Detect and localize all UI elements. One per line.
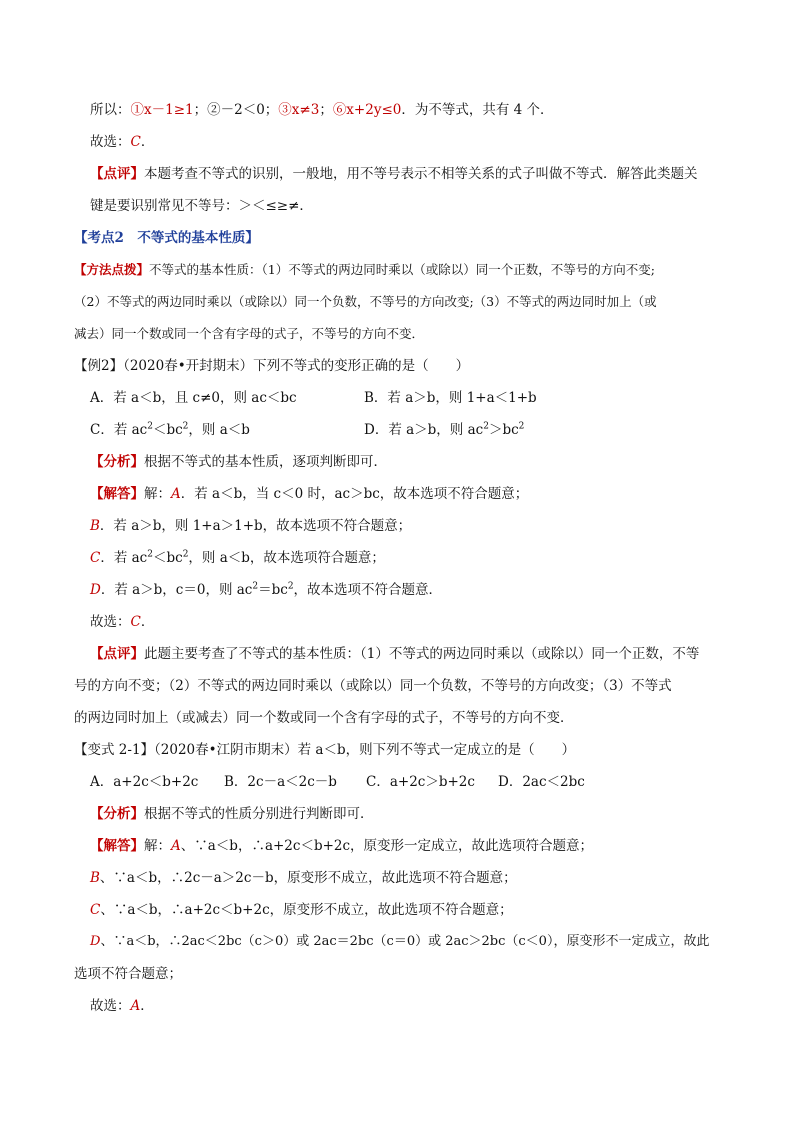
option-letter: C (90, 902, 101, 918)
solution-tag: 【解答】 (90, 838, 144, 854)
text: 【例2】（2020春•开封期末）下列不等式的变形正确的是（ ） (74, 358, 470, 374)
variant-question (74, 740, 575, 760)
text: 根据不等式的基本性质，逐项判断即可． (144, 454, 387, 470)
solution-line (90, 516, 411, 536)
section-title: 【考点2 不等式的基本性质】 (74, 230, 259, 246)
option-d: D．若 a＞b，则 $ac^2>bc^2$ (364, 421, 525, 438)
comment-line (74, 676, 672, 696)
option-row (90, 772, 198, 792)
option-letter: B (90, 870, 100, 886)
option-row (224, 772, 337, 792)
option-row (366, 772, 475, 792)
text: ．若 a＜b，当 c＜0 时，ac＞bc，故本选项不符合题意； (180, 486, 529, 502)
answer-label: 故选： (90, 614, 131, 630)
answer-line (90, 612, 154, 632)
method-tip-tag: 【方法点拨】 (74, 262, 150, 277)
text: 的两边同时加上（或减去）同一个数或同一个含有字母的式子，不等号的方向不变． (74, 710, 574, 726)
example-question (74, 356, 469, 376)
circled-item-1: ①x－1≥1 (130, 102, 194, 118)
answer-label: 故选： (90, 998, 131, 1014)
comment-tag: 【点评】 (90, 646, 144, 662)
option-letter: D (90, 582, 101, 598)
comment-line (90, 196, 313, 216)
solution-line (74, 964, 182, 984)
text: 此题主要考查了不等式的基本性质：（1）不等式的两边同时乘以（或除以）同一个正数，不等 (144, 646, 700, 662)
answer-line (90, 996, 154, 1016)
text: （2）不等式的两边同时乘以（或除以）同一个负数，不等号的方向改变;（3）不等式的两边同时加上（或 (74, 294, 657, 309)
comment-tag: 【点评】 (90, 166, 144, 182)
text: ； (319, 102, 333, 118)
analysis-tag: 【分析】 (90, 806, 144, 822)
text: 解： (144, 486, 171, 502)
text: 所以： (90, 102, 131, 118)
option-row (364, 420, 524, 440)
answer-value: C (130, 134, 141, 150)
solution-line (90, 900, 513, 920)
answer-value: C (130, 614, 141, 630)
analysis-line (90, 452, 387, 472)
text: 减去）同一个数或同一个含有字母的式子，不等号的方向不变． (74, 326, 425, 341)
text: ．为不等式，共有 4 个． (401, 102, 554, 118)
solution-line (90, 932, 709, 952)
solution-line (90, 580, 442, 600)
analysis-line (90, 804, 374, 824)
option-c: C．若 $ac^2<bc^2$，则 a＜b (90, 421, 250, 438)
text: 不等式的基本性质：（1）不等式的两边同时乘以（或除以）同一个正数，不等号的方向不变; (149, 262, 655, 277)
option-b: B．2c－a＜2c－b (224, 774, 337, 790)
option-a: A．若 a＜b，且 c≠0，则 ac＜bc (90, 390, 297, 406)
text: 号的方向不变；（2）不等式的两边同时乘以（或除以）同一个负数，不等号的方向改变；（3）不等式 (74, 678, 672, 694)
text: ．若 a＞b，则 1+a＞1+b，故本选项不符合题意； (99, 518, 412, 534)
text: ．若 $ac^2<bc^2$，则 a＜b，故本选项符合题意； (100, 549, 385, 566)
text: 本题考查不等式的识别，一般地，用不等号表示不相等关系的式子叫做不等式．解答此类题关 (144, 166, 698, 182)
analysis-tag: 【分析】 (90, 454, 144, 470)
option-row (498, 772, 585, 792)
option-letter: C (90, 550, 101, 566)
text: 【变式 2-1】（2020春•江阴市期末）若 a＜b，则下列不等式一定成立的是（ ） (74, 742, 576, 758)
solution-line (90, 836, 593, 856)
text: 、∵a＜b，∴2ac＜2bc（c＞0）或 2ac＝2bc（c＝0）或 2ac＞2bc（c＜0），原变形不一定成立，故此 (100, 934, 710, 949)
option-b: B．若 a＞b，则 1+a＜1+b (364, 390, 537, 406)
text: 键是要识别常见不等号：＞＜≤≥≠． (90, 198, 313, 214)
text: ．若 a＞b，c＝0，则 $ac^2=bc^2$，故本选项不符合题意． (100, 581, 443, 598)
option-row (90, 388, 297, 408)
text: 、∵a＜b，∴2c－a＞2c－b，原变形不成立，故此选项不符合题意； (99, 870, 517, 886)
circled-item-3: ③x≠3 (278, 102, 320, 118)
answer-line (90, 132, 154, 152)
line-conclusion (90, 100, 554, 120)
option-letter: D (90, 934, 101, 949)
solution-tag: 【解答】 (90, 486, 144, 502)
text: ；②－2＜0； (193, 102, 279, 118)
section-heading (74, 228, 259, 248)
text: 解： (144, 838, 171, 854)
option-letter: B (90, 518, 100, 534)
comment-line (90, 164, 698, 184)
option-c: C．a+2c＞b+2c (366, 774, 475, 790)
solution-line (90, 548, 385, 568)
method-tip-line (74, 260, 655, 280)
text: ． (140, 134, 155, 150)
method-tip-line (74, 324, 424, 344)
answer-value: A (130, 998, 141, 1014)
text: 、∵a＜b，∴a+2c＜b+2c，原变形一定成立，故此选项符合题意； (180, 838, 594, 854)
text: 选项不符合题意； (74, 966, 182, 982)
option-letter: A (171, 486, 181, 502)
method-tip-line (74, 292, 657, 312)
option-row (90, 420, 250, 440)
comment-line (90, 644, 699, 664)
text: 根据不等式的性质分别进行判断即可． (144, 806, 374, 822)
option-d: D．2ac＜2bc (498, 774, 585, 790)
solution-line (90, 484, 528, 504)
comment-line (74, 708, 574, 728)
circled-item-6: ⑥x+2y≤0 (332, 102, 402, 118)
option-row (364, 388, 537, 408)
answer-label: 故选： (90, 134, 131, 150)
text: 、∵a＜b，∴a+2c＜b+2c，原变形不成立，故此选项不符合题意； (100, 902, 513, 918)
solution-line (90, 868, 517, 888)
text: ． (140, 998, 154, 1014)
option-a: A．a+2c＜b+2c (90, 774, 199, 790)
option-letter: A (171, 838, 181, 854)
text: ． (140, 614, 155, 630)
